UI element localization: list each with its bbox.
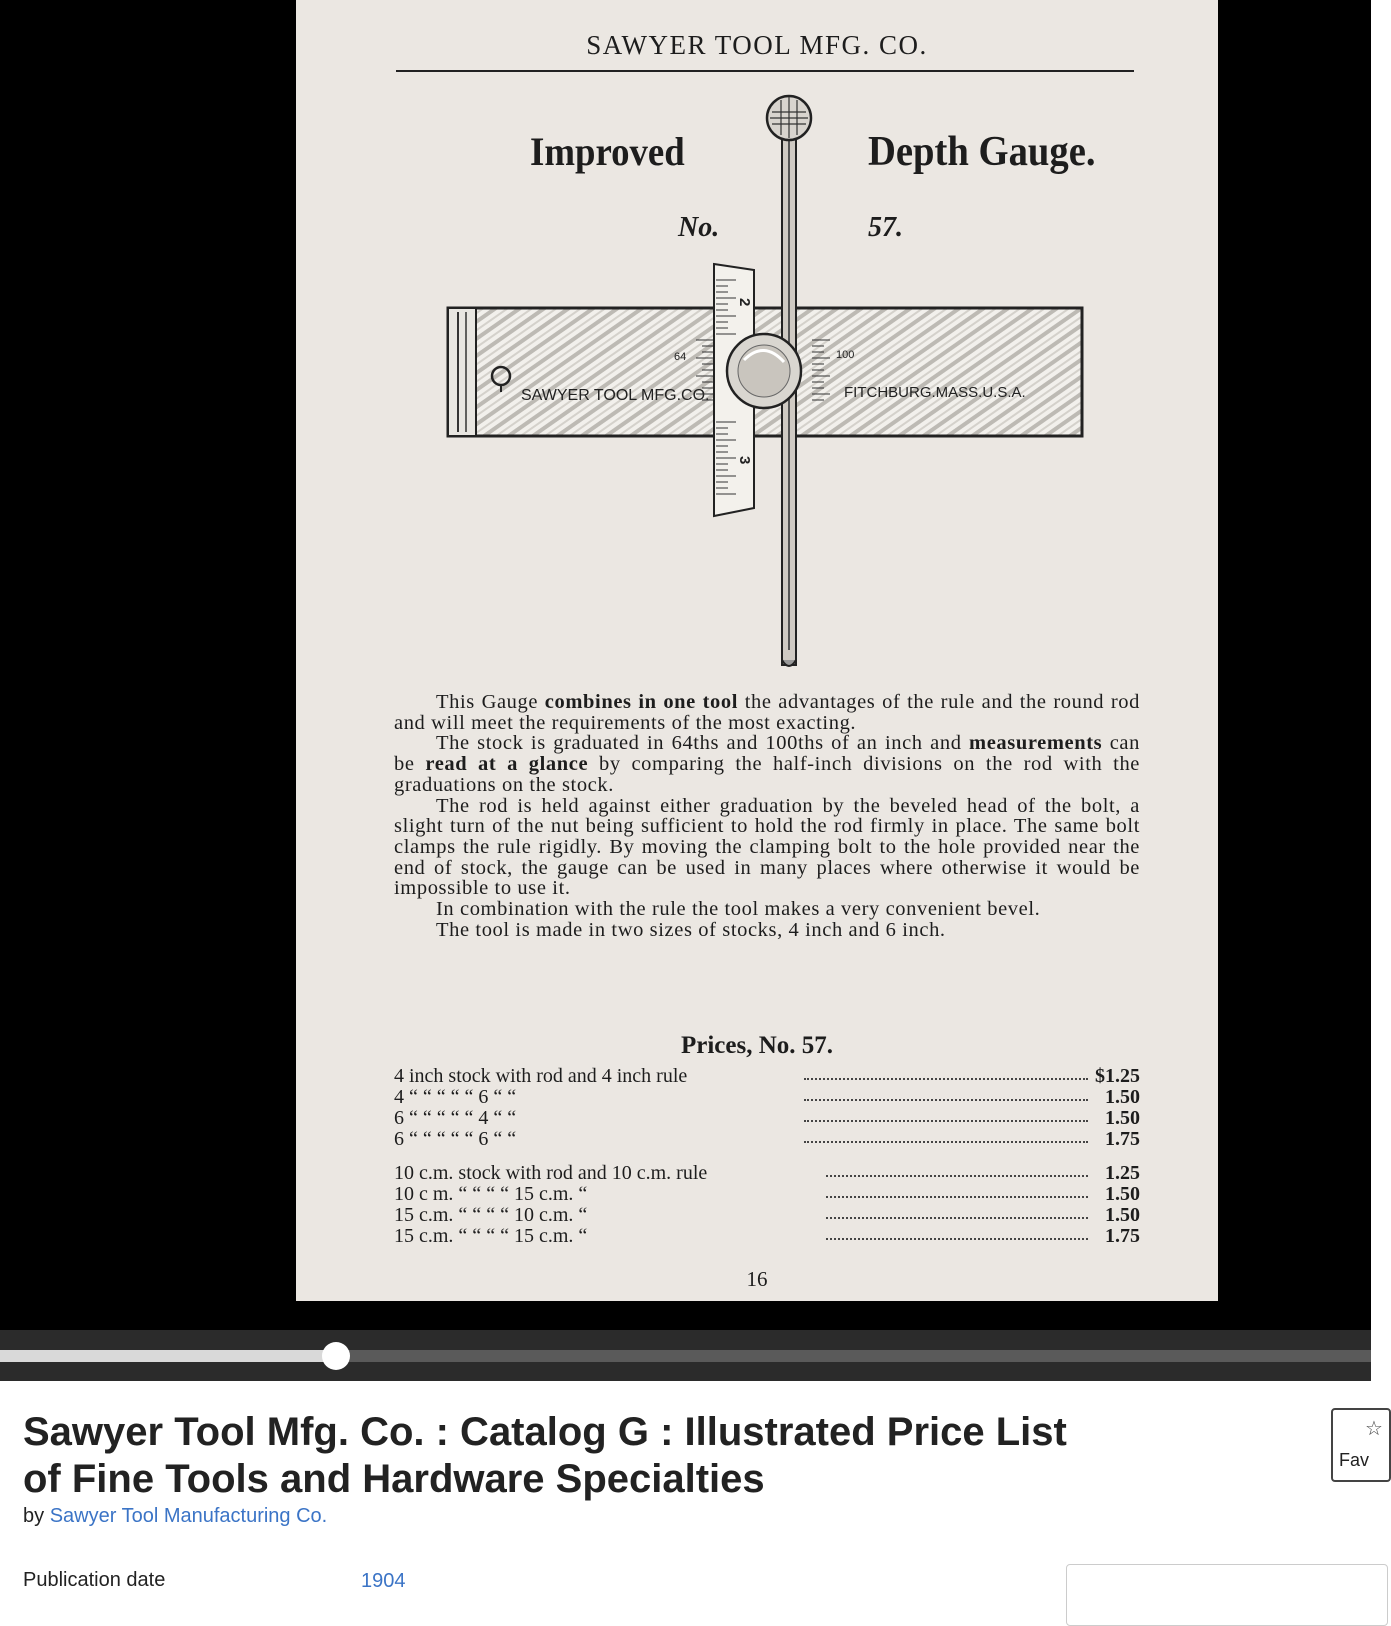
creator-link[interactable]: Sawyer Tool Manufacturing Co. — [49, 1505, 328, 1527]
number-value: 57. — [868, 212, 903, 243]
page-scrubber[interactable] — [0, 1330, 1371, 1381]
price-row: 15 c.m. “ “ “ “ 15 c.m. “ 1.75 — [394, 1225, 1140, 1247]
paragraph: The rod is held against either graduation by the beveled head of the bolt, a slight turn of the nut being sufficient to hold the rod firmly in place. The same bolt clamps the rule rigidly. By moving the clamping bolt to the hole provided near the end of stock, the gauge can be used in many places where otherwise it would be impossible to use it. — [394, 794, 1140, 900]
rule-mark-3: 3 — [736, 456, 753, 465]
page-number: 16 — [746, 1267, 768, 1291]
scale-64-label: 64 — [674, 351, 687, 363]
price-row: 6 “ “ “ “ “ 6 “ “ 1.75 — [394, 1128, 1140, 1150]
favorite-button[interactable] — [1331, 1408, 1391, 1482]
scrubber-handle[interactable] — [322, 1342, 350, 1370]
title-depth-gauge: Depth Gauge. — [868, 129, 1096, 175]
views-panel — [1066, 1564, 1388, 1626]
inch-price-list — [394, 1066, 1140, 1150]
publication-date-label: Publication date — [23, 1569, 166, 1591]
publication-date-link[interactable]: 1904 — [361, 1570, 406, 1592]
item-title: Sawyer Tool Mfg. Co. : Catalog G : Illustrated Price List of Fine Tools and Hardware Specialties — [23, 1410, 1067, 1501]
running-head: SAWYER TOOL MFG. CO. — [586, 30, 928, 60]
number-label: No. — [678, 212, 720, 243]
rule-mark-2: 2 — [736, 298, 753, 307]
description-text — [394, 692, 1140, 940]
price-row: 15 c.m. “ “ “ “ 10 c.m. “ 1.50 — [394, 1204, 1140, 1226]
price-row: 4 inch stock with rod and 4 inch rule $1.25 — [394, 1065, 1140, 1087]
paragraph: The stock is graduated in 64ths and 100ths of an inch and measurements can be read at a glance by comparing the half-inch divisions on the rod with the graduations on the stock. — [394, 732, 1140, 796]
title-improved: Improved — [530, 129, 685, 174]
favorite-label: Fav — [1339, 1450, 1370, 1470]
price-row: 10 c.m. stock with rod and 10 c.m. rule 1.25 — [394, 1162, 1140, 1184]
item-details — [0, 1381, 1383, 1600]
paragraph: This Gauge combines in one tool the advantages of the rule and the round rod and will meet the requirements of the most exacting. — [394, 691, 1140, 734]
price-row: 10 c m. “ “ “ “ 15 c.m. “ 1.50 — [394, 1183, 1140, 1205]
stock-city-text: FITCHBURG.MASS.U.S.A. — [844, 384, 1026, 401]
paragraph: The tool is made in two sizes of stocks, 4 inch and 6 inch. — [436, 918, 946, 941]
star-icon: ☆ — [1365, 1418, 1383, 1440]
price-row: 6 “ “ “ “ “ 4 “ “ 1.50 — [394, 1107, 1140, 1129]
paragraph: In combination with the rule the tool makes a very convenient bevel. — [436, 898, 1041, 921]
prices-title: Prices, No. 57. — [680, 1032, 834, 1059]
catalog-page — [296, 0, 1218, 1301]
scale-100-label: 100 — [836, 349, 855, 361]
stock-maker-text: SAWYER TOOL MFG.CO. — [521, 387, 710, 404]
price-row: 4 “ “ “ “ “ 6 “ “ 1.50 — [394, 1086, 1140, 1108]
depth-gauge-illustration — [296, 0, 1218, 680]
scrubber-progress — [0, 1350, 336, 1362]
cm-price-list — [394, 1163, 1140, 1247]
byline: by Sawyer Tool Manufacturing Co. — [23, 1505, 328, 1527]
